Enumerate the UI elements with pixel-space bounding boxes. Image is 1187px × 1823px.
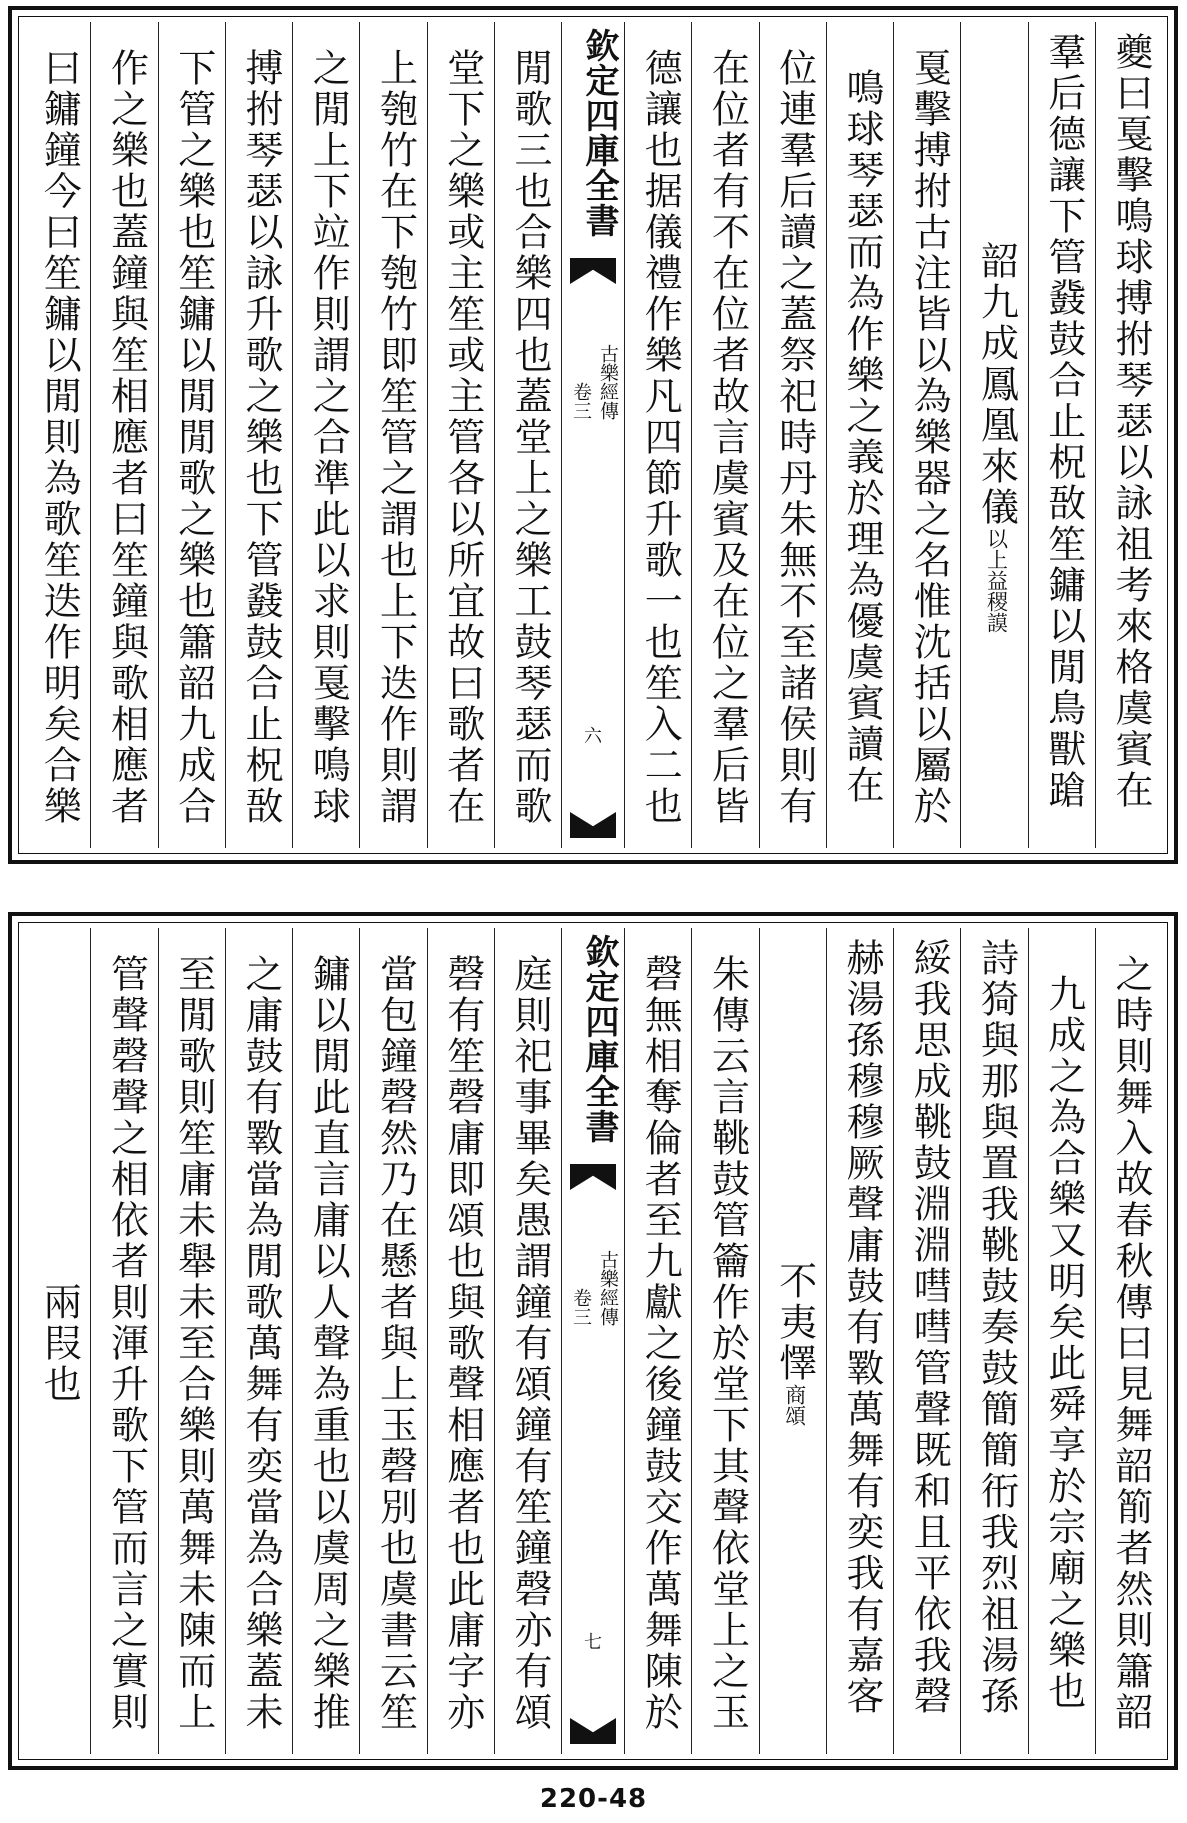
text-column [427,928,494,1754]
column-text: 曰鏞鐘今曰笙鏞以閒則為歌笙迭作明矣合樂 [37,47,82,827]
spine-volume: 卷三 [570,1288,592,1326]
column-text: 上匏竹在下匏竹即笙管之謂也上下迭作則謂 [373,47,418,827]
column-text: 詩猗與那與置我鞉鼓奏鼓簡簡衎我烈祖湯孫 [974,938,1019,1717]
text-column [1028,928,1095,1754]
interlinear-note: 以上益稷謨 [984,528,1009,633]
text-column [292,22,359,848]
spine-book-title: 古樂經傳 [597,1250,619,1326]
text-column [90,928,157,1754]
column-text: 作之樂也蓋鐘與笙相應者曰笙鐘與歌相應者 [104,47,149,827]
column-text: 朱傳云言鞉鼓管籥作於堂下其聲依堂上之玉 [705,953,750,1733]
column-text: 兩叚也 [37,1281,82,1405]
column-text: 在位者有不在位者故言虞賓及在位之羣后皆 [705,47,750,827]
column-text: 戛擊搏拊古注皆以為樂器之名惟沈括以屬於 [907,47,952,827]
interlinear-note: 商頌 [782,1383,807,1426]
column-text: 赫湯孫穆穆厥聲庸鼓有斁萬舞有奕我有嘉客 [840,938,884,1717]
fishtail-mark [570,258,616,284]
text-column [691,928,758,1754]
text-column [225,22,292,848]
column-text: 磬有笙磬庸即頌也與歌聲相應者也此庸字亦 [440,953,485,1733]
page-bottom [8,912,1178,1770]
text-column [1095,22,1162,848]
column-text: 之時則舞入故春秋傳曰見舞韶箾者然則簫韶 [1109,953,1153,1733]
text-column [494,928,561,1754]
text-column [893,928,960,1754]
text-column [359,928,426,1754]
text-column [292,928,359,1754]
text-column [759,22,826,848]
column-text: 下管之樂也笙鏞以閒閒歌之樂也簫韶九成合 [171,47,216,827]
column-text: 鏞以閒此直言庸以人聲為重也以虞周之樂推 [306,953,351,1733]
column-text: 綏我思成鞉鼓淵淵嘒嘒管聲既和且平依我磬 [907,938,952,1717]
column-text: 管聲磬聲之相依者則渾升歌下管而言之實則 [104,953,149,1733]
column-text: 不夷懌 [772,1260,817,1384]
column-text: 九成之為合樂又明矣此舜享於宗廟之樂也 [1041,974,1086,1712]
text-column [759,928,826,1754]
center-spine [561,22,624,848]
column-text: 當包鐘磬然乃在懸者與上玉磬別也虞書云笙 [373,953,418,1733]
column-text: 夔曰戛擊鳴球搏拊琴瑟以詠祖考來格虞賓在 [1109,32,1153,811]
text-column [826,928,893,1754]
spine-volume: 卷三 [570,382,592,420]
spine-title: 欽定四庫全書 [579,934,619,1144]
column-text: 韶九成鳳凰來儀 [974,241,1019,528]
fishtail-mark [570,1164,616,1190]
column-text: 磬無相奪倫者至九獻之後鐘鼓交作萬舞陳於 [638,953,683,1733]
spine-book-title: 古樂經傳 [597,344,619,420]
page-bottom-columns [24,928,1162,1754]
text-column [24,928,90,1754]
column-text: 閒歌三也合樂四也蓋堂上之樂工鼓琴瑟而歌 [508,47,552,827]
text-column [1095,928,1162,1754]
spine-page-number: 七 [584,1632,602,1653]
fishtail-mark [570,812,616,838]
text-column [691,22,758,848]
center-spine [561,928,624,1754]
column-text: 搏拊琴瑟以詠升歌之樂也下管鼗鼓合止柷敔 [239,47,283,827]
text-column [826,22,893,848]
column-text: 至閒歌則笙庸未舉未至合樂則萬舞未陳而上 [171,953,216,1733]
page-top-columns [24,22,1162,848]
text-column [1028,22,1095,848]
column-text: 鳴球琴瑟而為作樂之義於理為優虞賓讀在 [840,68,884,806]
column-text: 庭則祀事畢矣愚謂鐘有頌鐘有笙鐘磬亦有頌 [508,953,552,1733]
column-text: 位連羣后讀之蓋祭祀時丹朱無不至諸侯則有 [772,47,817,827]
text-column [960,22,1027,848]
column-text: 之庸鼓有斁當為閒歌萬舞有奕當為合樂蓋未 [239,953,283,1733]
text-column [960,928,1027,1754]
column-text: 之閒上下竝作則謂之合準此以求則戛擊鳴球 [306,47,351,827]
text-column [158,22,225,848]
spine-title: 欽定四庫全書 [579,28,619,238]
fishtail-mark [570,1718,616,1744]
text-column [893,22,960,848]
column-text: 羣后德讓下管鼗鼓合止柷敔笙鏞以閒鳥獸蹌 [1041,32,1086,811]
text-column [225,928,292,1754]
text-column [427,22,494,848]
column-text: 堂下之樂或主笙或主管各以所宜故曰歌者在 [440,47,485,827]
page-top [8,6,1178,864]
text-column [624,22,691,848]
text-column [624,928,691,1754]
scan-page-number: 220-48 [539,1784,648,1814]
text-column [494,22,561,848]
text-column [158,928,225,1754]
text-column [90,22,157,848]
text-column [359,22,426,848]
spine-page-number: 六 [584,726,602,747]
text-column [24,22,90,848]
column-text: 德讓也据儀禮作樂凡四節升歌一也笙入二也 [638,47,683,827]
